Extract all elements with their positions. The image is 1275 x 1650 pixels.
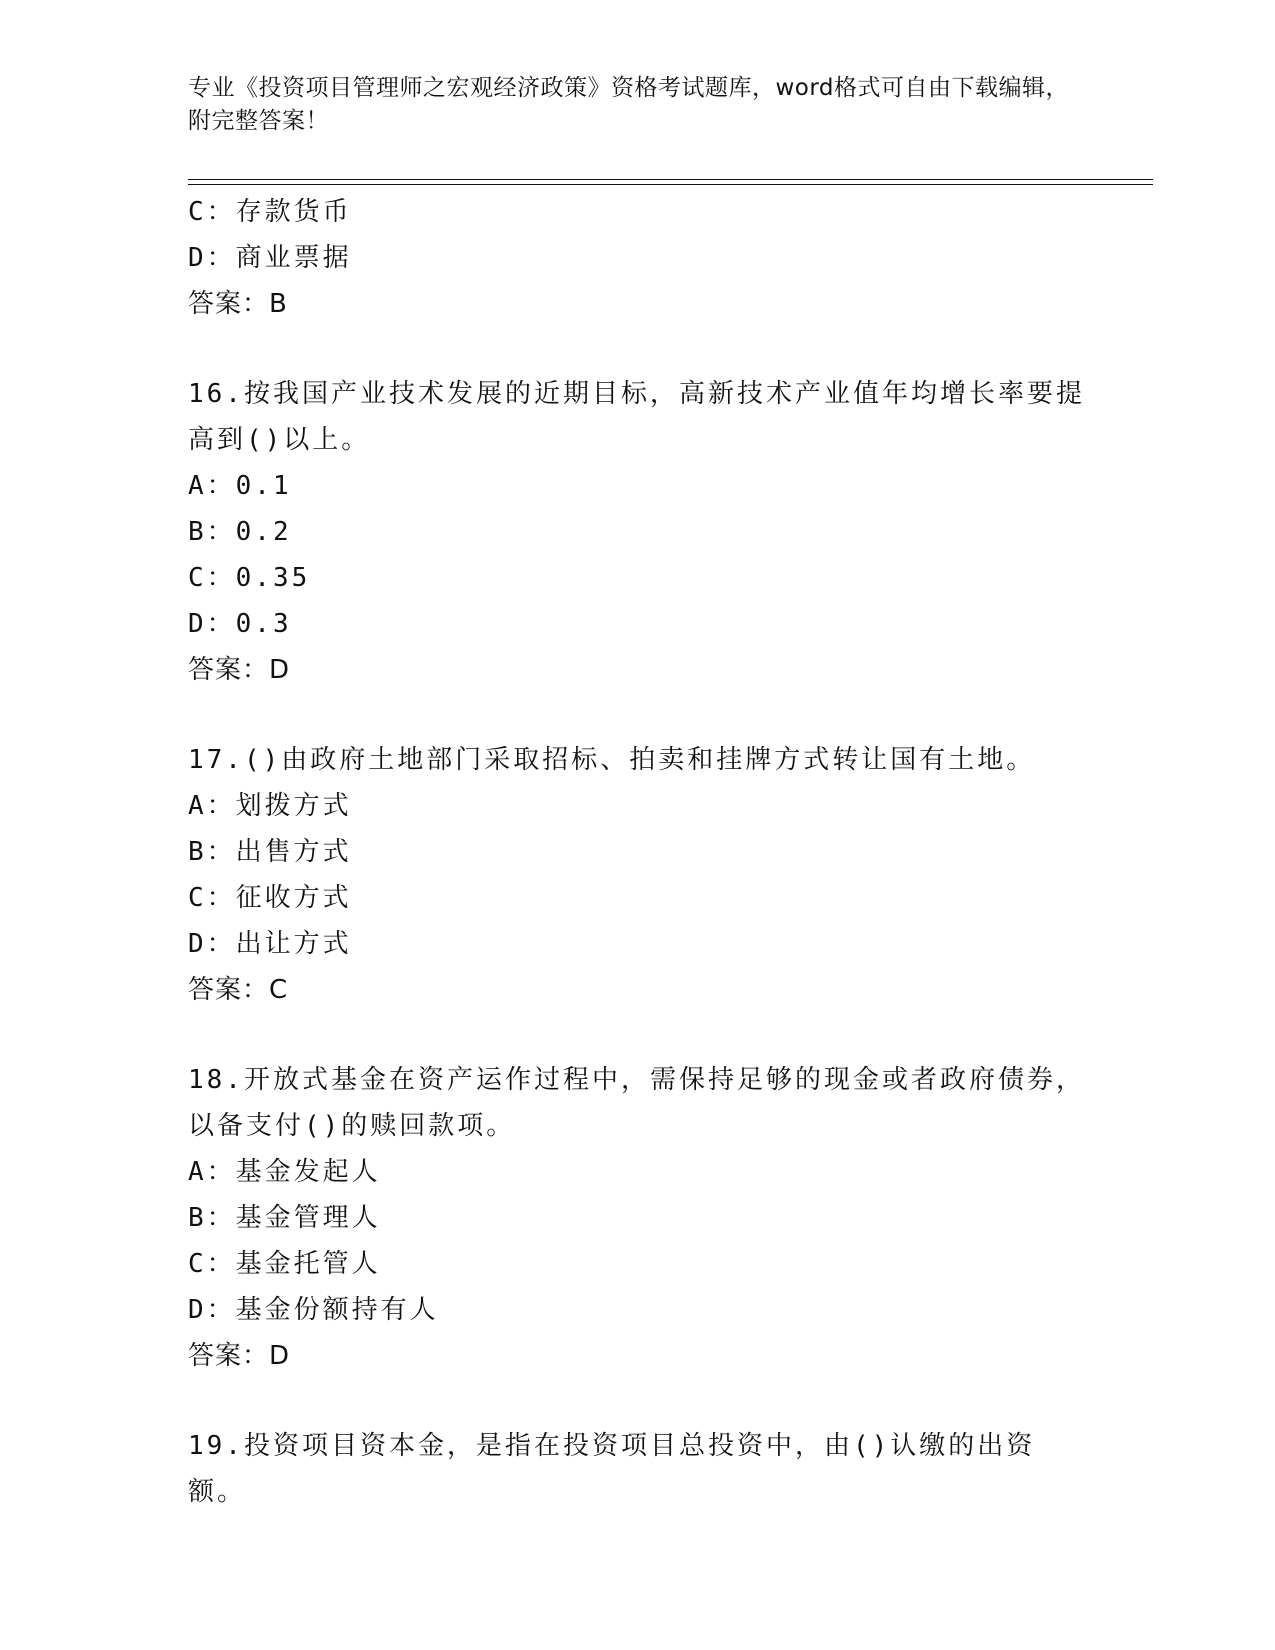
answer-line: 答案：B [188, 289, 288, 319]
option-a: A：划拨方式 [188, 791, 352, 821]
carry-over-block [188, 189, 1088, 327]
answer-line: 答案：C [188, 975, 289, 1005]
option-d: D：基金份额持有人 [188, 1295, 439, 1325]
question-16 [188, 371, 1088, 693]
question-text: 17.()由政府土地部门采取招标、拍卖和挂牌方式转让国有土地。 [188, 745, 1036, 775]
question-18 [188, 1057, 1088, 1379]
question-17 [188, 737, 1088, 1013]
question-text: 19.投资项目资本金，是指在投资项目总投资中，由()认缴的出资额。 [188, 1431, 1036, 1507]
answer-line: 答案：D [188, 655, 291, 685]
question-text: 16.按我国产业技术发展的近期目标，高新技术产业值年均增长率要提高到()以上。 [188, 379, 1085, 455]
option-a: A：基金发起人 [188, 1157, 381, 1187]
option-a: A：0.1 [188, 471, 292, 501]
header-text: 专业《投资项目管理师之宏观经济政策》资格考试题库，word格式可自由下载编辑，附完整答案！ [188, 75, 1070, 134]
header-rule-top [188, 179, 1153, 180]
option-b: B：出售方式 [188, 837, 352, 867]
option-c: C：基金托管人 [188, 1249, 381, 1279]
option-c: C：征收方式 [188, 883, 352, 913]
option-b: B：0.2 [188, 517, 292, 547]
answer-line: 答案：D [188, 1341, 291, 1371]
question-text: 18.开放式基金在资产运作过程中，需保持足够的现金或者政府债券，以备支付()的赎回款项。 [188, 1065, 1085, 1141]
header-rule-bottom [188, 184, 1153, 185]
document-body [188, 189, 1088, 1515]
option-c: C：存款货币 [188, 197, 352, 227]
page-header [188, 72, 1088, 138]
option-b: B：基金管理人 [188, 1203, 381, 1233]
option-d: D：0.3 [188, 609, 292, 639]
question-19 [188, 1423, 1088, 1515]
option-d: D：商业票据 [188, 243, 352, 273]
option-c: C：0.35 [188, 563, 311, 593]
option-d: D：出让方式 [188, 929, 352, 959]
